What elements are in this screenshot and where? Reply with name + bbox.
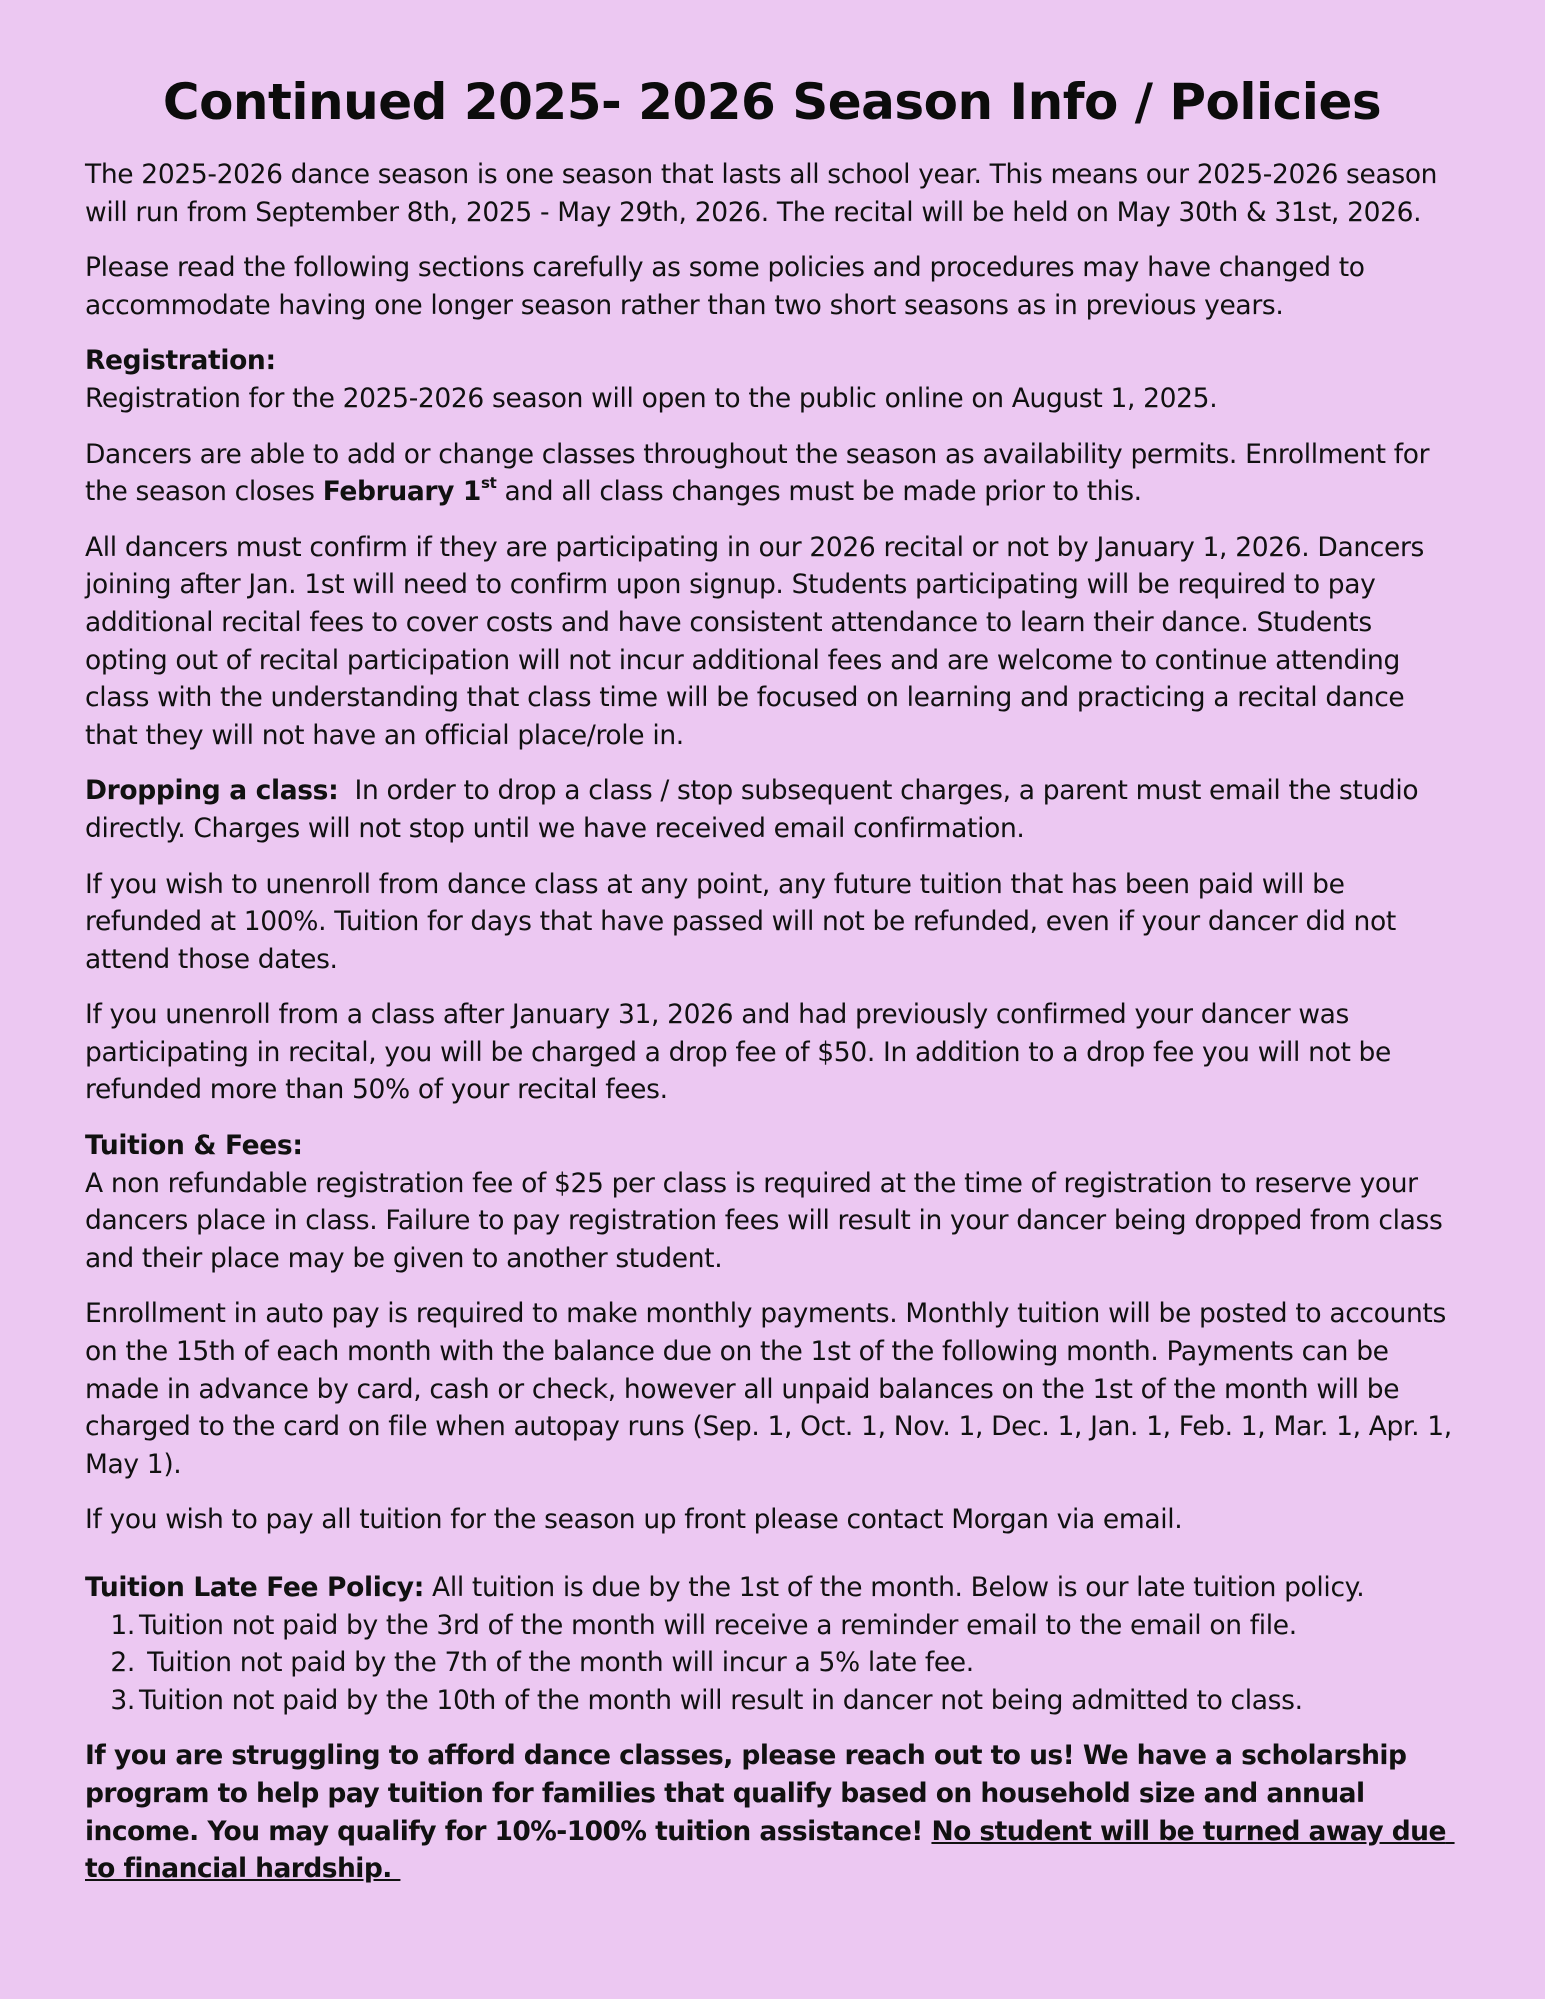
registration-paragraph-1: Registration for the 2025-2026 season will open to the public online on August 1, 2025. (85, 382, 1218, 414)
dropping-paragraph-3: If you unenroll from a class after January 31, 2026 and had previously confirmed your dancer was participating in recital, you will be charged a drop fee of $50. In addition to a drop fee you will not be refunded more than 50% of your recital fees. (85, 999, 1391, 1106)
registration-paragraph-3: All dancers must confirm if they are participating in our 2026 recital or not by January 1, 2026. Dancers joining after Jan. 1st will need to confirm upon signup. Students participating will be required to pay additional recital fees to cover costs and have consistent attendance to learn their dance. Students opting out of recital participation will not incur additional fees and are welcome to continue attending class with the understanding that class time will be focused on learning and practicing a recital dance that they will not have an official place/role in. (85, 531, 1424, 751)
dropping-paragraph-2: If you wish to unenroll from dance class at any point, any future tuition that has been paid will be refunded at 100%. Tuition for days that have passed will not be refunded, even if your dancer did not attend those dates. (85, 868, 1396, 975)
tuition-heading: Tuition & Fees: (85, 1130, 303, 1162)
dropping-paragraph-1 (85, 772, 1459, 847)
late-fee-list (85, 1607, 1459, 1720)
late-fee-heading: Tuition Late Fee Policy: (85, 1572, 424, 1603)
late-fee-intro (85, 1569, 1459, 1607)
late-fee-intro-text: All tuition is due by the 1st of the month. Below is our late tuition policy. (423, 1572, 1365, 1603)
scholarship-text: If you are struggling to afford dance classes, please reach out to us! We have a scholarship program to help pay tuition for families that qualify based on household size and annual income. You may qualify for 10%-100% tuition assistance! (85, 1740, 1407, 1847)
tuition-paragraph-2: Enrollment in auto pay is required to make monthly payments. Monthly tuition will be posted to accounts on the 15th of each month with the balance due on the 1st of the following month. Payments can be made in advance by card, cash or check, however all unpaid balances on the 1st of the month will be charged to the card on file when autopay runs (Sep. 1, Oct. 1, Nov. 1, Dec. 1, Jan. 1, Feb. 1, Mar. 1, Apr. 1, May 1). (85, 1298, 1452, 1480)
no-student-turned-away: No student will be turned away due to financial hardship. (85, 1815, 1455, 1885)
list-item: 2. Tuition not paid by the 7th of the month will incur a 5% late fee. (110, 1647, 974, 1679)
page-title: Continued 2025- 2026 Season Info / Policies (162, 73, 1382, 131)
registration-p2-end: and all class changes must be made prior to this. (496, 476, 1142, 508)
registration-paragraph-2 (85, 436, 1459, 511)
tuition-section (85, 1127, 1459, 1277)
dropping-heading: Dropping a class: (85, 775, 339, 807)
enrollment-close-date: February 1st (322, 474, 497, 508)
registration-p2-start: Dancers are able to add or change classes throughout the season as availability permits. Enrollment for the season closes (85, 438, 1430, 508)
tuition-paragraph-1: A non refundable registration fee of $25 per class is required at the time of registration to reserve your dancers place in class. Failure to pay registration fees will result in your dancer being dropped from class and their place may be given to another student. (85, 1167, 1443, 1274)
intro-paragraph-2: Please read the following sections carefully as some policies and procedures may have changed to accommodate having one longer season rather than two short seasons as in previous years. (85, 252, 1365, 321)
scholarship-paragraph (85, 1737, 1459, 1887)
intro-paragraph-1: The 2025-2026 dance season is one season that lasts all school year. This means our 2025-2026 season will run from September 8th, 2025 - May 29th, 2026. The recital will be held on May 30th & 31st, 2026. (85, 159, 1438, 228)
registration-section (85, 342, 1459, 417)
registration-heading: Registration: (85, 345, 276, 377)
dropping-p1-text: In order to drop a class / stop subsequent charges, a parent must email the studio directly. Charges will not stop until we have received email confirmation. (85, 775, 1427, 844)
list-item: 1. Tuition not paid by the 3rd of the month will receive a reminder email to the email on file. (110, 1609, 1297, 1641)
tuition-paragraph-3: If you wish to pay all tuition for the season up front please contact Morgan via email. (85, 1504, 1183, 1536)
list-item: 3. Tuition not paid by the 10th of the month will result in dancer not being admitted to class. (110, 1684, 1303, 1716)
